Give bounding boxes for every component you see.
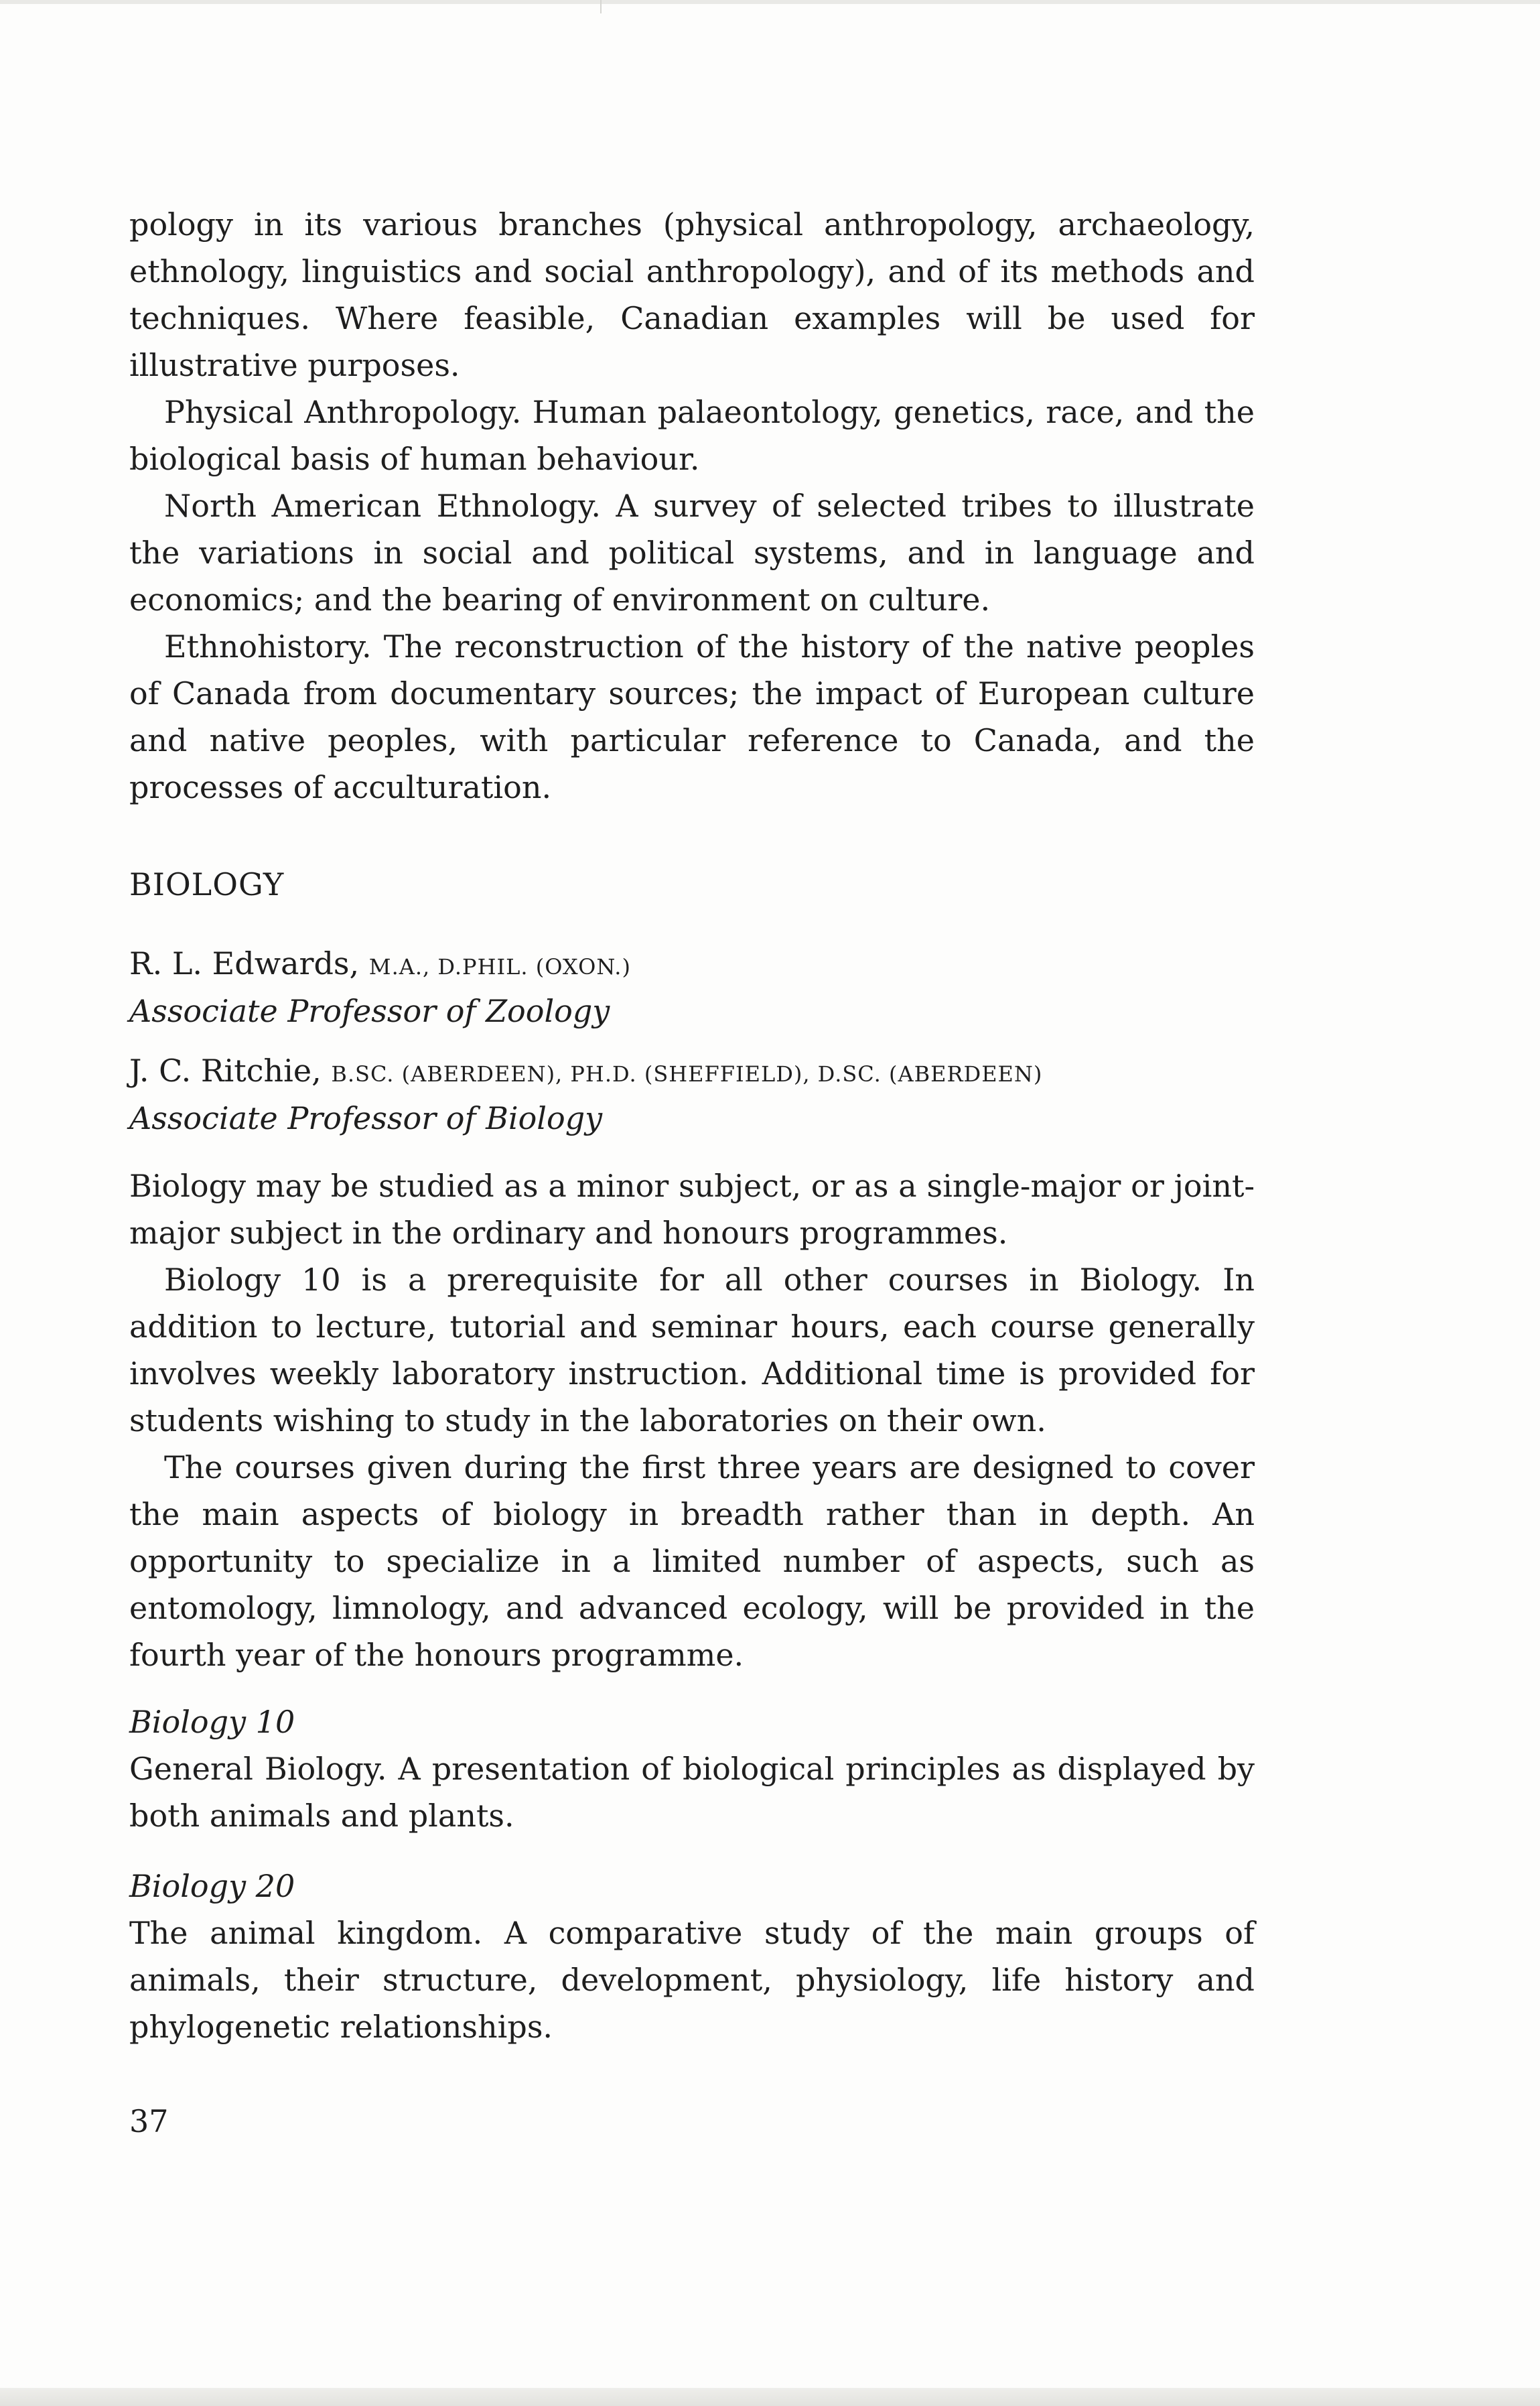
staff-name: J. C. Ritchie, <box>129 1053 322 1089</box>
staff-name: R. L. Edwards, <box>129 945 360 982</box>
staff-entry-ritchie <box>129 1049 1042 1140</box>
biology-overview <box>129 1162 1255 1678</box>
staff-name-line <box>129 941 631 989</box>
staff-degrees: M.A., D.PHIL. (OXON.) <box>368 954 631 980</box>
page-top-edge <box>0 0 1540 4</box>
course-description: General Biology. A presentation of biological principles as displayed by both animals and plants. <box>129 1751 1255 1834</box>
course-biology-10 <box>129 1698 1255 1839</box>
staff-degrees: B.SC. (ABERDEEN), PH.D. (SHEFFIELD), D.SC. (ABERDEEN) <box>331 1061 1043 1087</box>
staff-title: Associate Professor of Biology <box>129 1100 603 1136</box>
section-heading: BIOLOGY <box>129 866 285 903</box>
page-bottom-edge <box>0 2388 1540 2406</box>
intro-paragraph-1: pology in its various branches (physical anthropology, archaeology, ethnology, linguistics and social anthropology), and of its methods and techniques. Where feasible, Canadian examples will be used for illustrative purposes. <box>129 206 1255 383</box>
intro-paragraph-physical-anthropology: Physical Anthropology. Human palaeontology, genetics, race, and the biological basis of human behaviour. <box>129 394 1255 477</box>
page-number: 37 <box>129 2103 169 2139</box>
intro-paragraph-north-american-ethnology: North American Ethnology. A survey of selected tribes to illustrate the variations in social and political systems, and in language and economics; and the bearing of environment on culture. <box>129 488 1255 618</box>
course-code: Biology 10 <box>129 1704 295 1740</box>
biology-paragraph-course-design: The courses given during the first three years are designed to cover the main aspects of biology in breadth rather than in depth. An opportunity to specialize in a limited number of aspects, such as entomology, limnology, and advanced ecology, will be provided in the fourth year of the honours programme. <box>129 1449 1255 1673</box>
page-fold-mark <box>600 0 602 13</box>
course-biology-20 <box>129 1863 1255 2050</box>
biology-paragraph-study-options: Biology may be studied as a minor subject, or as a single-major or joint-major subject in the ordinary and honours programmes. <box>129 1168 1255 1251</box>
intro-paragraph-ethnohistory: Ethnohistory. The reconstruction of the history of the native peoples of Canada from documentary sources; the impact of European culture and native peoples, with particular reference to Canada, and the processes of acculturation. <box>129 628 1255 805</box>
staff-name-line <box>129 1049 1042 1096</box>
staff-title: Associate Professor of Zoology <box>129 993 610 1029</box>
staff-entry-edwards <box>129 941 631 1033</box>
anthropology-continuation <box>129 201 1255 811</box>
course-description: The animal kingdom. A comparative study of the main groups of animals, their structure, development, physiology, life history and phylogenetic relationships. <box>129 1915 1255 2045</box>
biology-paragraph-prerequisite: Biology 10 is a prerequisite for all other courses in Biology. In addition to lecture, tutorial and seminar hours, each course generally involves weekly laboratory instruction. Additional time is provided for students wishing to study in the laboratories on their own. <box>129 1262 1255 1439</box>
course-code: Biology 20 <box>129 1868 295 1904</box>
